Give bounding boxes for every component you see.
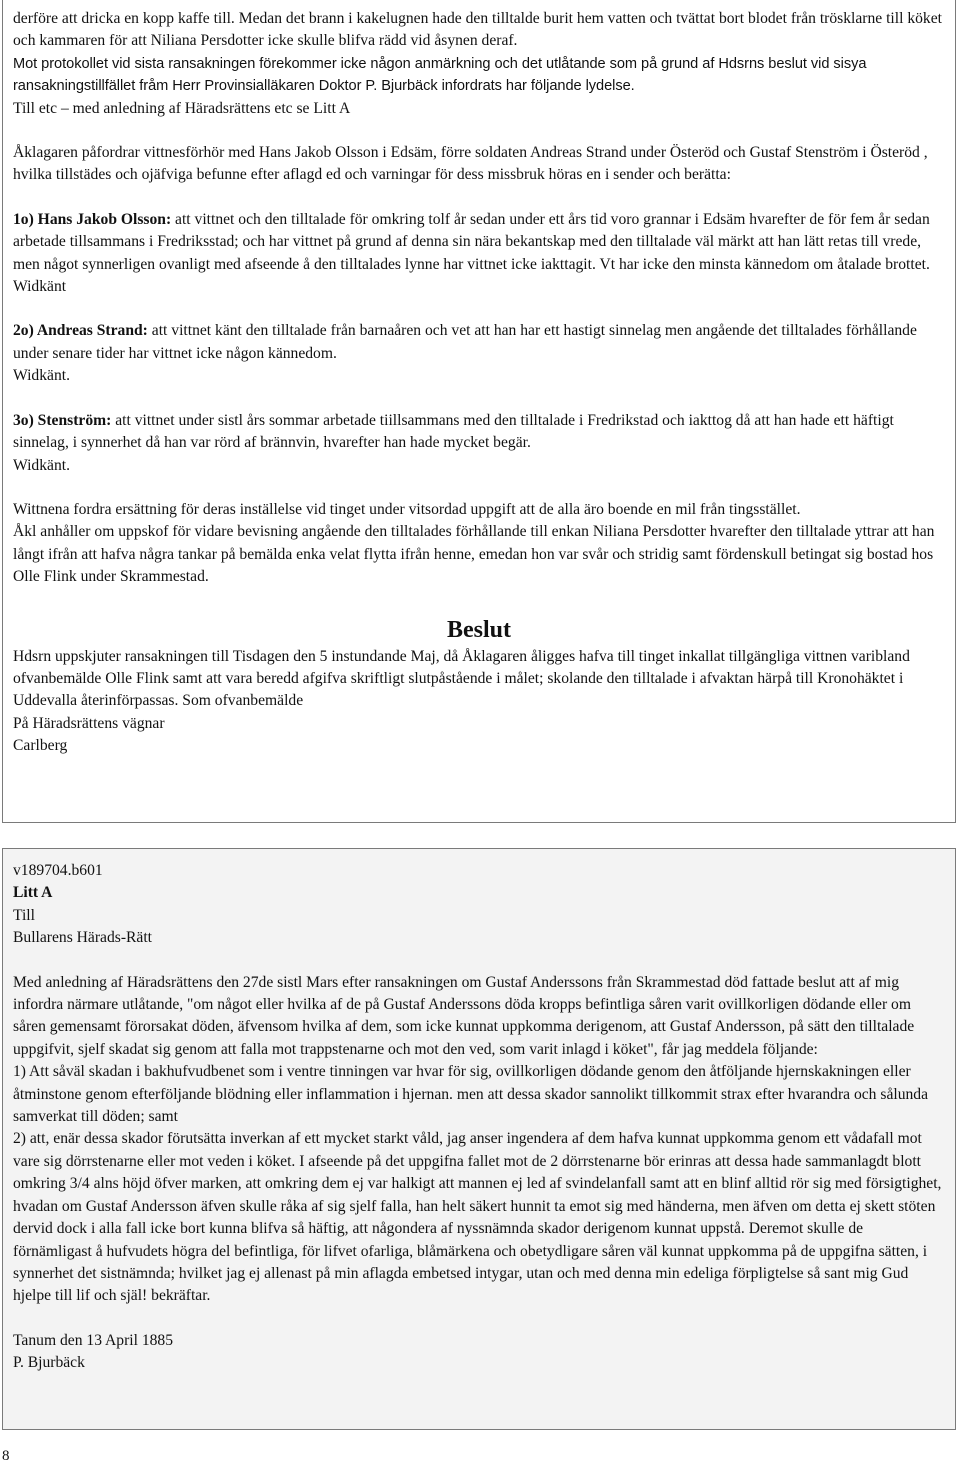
spacer xyxy=(13,950,945,972)
witness-1-text: att vittnet och den tilltalade för omkring tolf år sedan under ett års tid voro grannar i Edsäm hvarefter de för fem år sedan arbetade tillsammans i Fredriksstad; och har vittnet på grund af denna sin nära bekantskap med den tilltalade väl märkt att han lätt retas till vrede, men något synnerligen ovanligt med afseende å den tilltalades lynne har vittnet icke iakttagit. Vt har icke den minsta kännedom om åtalade brottet. xyxy=(13,210,930,273)
spacer xyxy=(13,589,945,611)
till-line: Till etc – med anledning af Häradsrättens etc se Litt A xyxy=(13,99,351,117)
spacer xyxy=(13,1308,945,1330)
witness-2-label: 2o) Andreas Strand: xyxy=(13,322,148,340)
letter-box xyxy=(2,848,956,1430)
beslut-paragraph: Hdsrn uppskjuter ransakningen till Tisdagen den 5 instundande Maj, då Åklagaren åligges hafva till tinget inkallat tillgängliga vittnen varibland ofvanbemälde Olle Flink samt att vara beredd afgifva skriftligt slutpåstående i målet; skolande den tilltalade i afvaktan härpå till Kronohäktet i Uddevalla återinförpassas. Som ofvanbemälde xyxy=(13,647,910,710)
wittnena-paragraph: Wittnena fordra ersättning för deras inställelse vid tinget under vitsordad uppgift att de alla äro boende en mil från tingsstället. xyxy=(13,500,801,518)
akl-paragraph: Åkl anhåller om uppskof för vidare bevisning angående den tilltalades förhållande till enkan Niliana Persdotter hvarefter den tilltalade yttrar att han långt ifrån att hafva några tankar på bemälda enka velat flytta ifrån henne, emedan hon var svår och stridig samt fördenskull betingat sig bostad hos Olle Flink under Skrammestad. xyxy=(13,523,935,586)
beslut-heading: Beslut xyxy=(446,616,511,643)
letter-reference: v189704.b601 xyxy=(13,862,103,879)
letter-point-2: 2) att, enär dessa skador förutsätta inverkan af ett mycket starkt våld, jag anser ingendera af dem hafva kunnat uppkomma genom ett vådafall mot vare sig dörrstenarne eller mot veden i köket. I afseende på det uppgifna fallet mot de 2 dörrstenarne bör erinras att dessa hade sammanlagdt blott omkring 3/4 alns höjd öfver marken, att omkring dem ej var halkigt att mannen ej led af svindelanfall samt att en blinf alltid rör sig med försigtighet, hvadan om Gustaf Andersson äfven skulle råka af sig sjelf falla, han helt säkert hunnit ta emot sig med händerna, men äfven om detta ej skett stöten dervid dock i alla fall icke bort kunna blifva så häftig, att någondera af nyssnämnda skador derigenom kunnat uppstå. Deremot skulle de förnämligast å hufvudets högra del befintliga, för lifvet ofarliga, blåmärkena och obetydligare såren väl kunnat uppkomma på de uppgifna sätten, i synnerhet det sistnämnda; hvilket jag ej allenast på min aflagda embetsed intygar, utan och med denna min edeliga förpligtelse så sant mig Gud hjelpe till lif och själ! bekräftar. xyxy=(13,1130,942,1305)
spacer xyxy=(13,187,945,209)
letter-signature: P. Bjurbäck xyxy=(13,1354,85,1372)
signature-line-1: På Häradsrättens vägnar xyxy=(13,714,165,732)
witness-2-text: att vittnet känt den tilltalade från barnaåren och vet att han har ett hastigt sinnelag men angående det tilltalades förhållande under senare tider har vittnet icke någon kännedom. xyxy=(13,322,917,362)
letter-litt-label: Litt A xyxy=(13,884,53,902)
spacer xyxy=(13,298,945,320)
witness-3-paragraph xyxy=(13,410,945,455)
court-record-box xyxy=(2,0,956,823)
spacer xyxy=(13,388,945,410)
witness-3-text: att vittnet under sistl års sommar arbetade tiillsammans med den tilltalade i Fredrikstad och iakttog då att han hade ett häftigt sinnelag, i synnerhet då han var rörd af brännvin, hvarefter han hade mycket begär. xyxy=(13,411,894,452)
letter-till: Till xyxy=(13,906,35,924)
letter-place-date: Tanum den 13 April 1885 xyxy=(13,1331,174,1349)
witness-2-paragraph xyxy=(13,320,945,365)
letter-litt xyxy=(13,882,945,904)
witness-1-label: 1o) Hans Jakob Olsson: xyxy=(13,210,172,228)
letter-recipient: Bullarens Härads-Rätt xyxy=(13,929,153,947)
witness-3-end: Widkänt. xyxy=(13,456,70,474)
spacer xyxy=(13,120,945,142)
page-number: 8 xyxy=(2,1448,10,1464)
aklagaren-paragraph: Åklagaren påfordrar vittnesförhör med Hans Jakob Olsson i Edsäm, förre soldaten Andreas Strand under Österöd och Gustaf Stenström i Österöd , hvilka tillstädes och ojäfviga befunne efter aflagd ed och varningar för dess missbruk höras en i sender och berätta: xyxy=(13,144,928,184)
signature-line-2: Carlberg xyxy=(13,737,68,755)
witness-2-end: Widkänt. xyxy=(13,367,70,385)
witness-3-label: 3o) Stenström: xyxy=(13,411,112,429)
witness-1-paragraph xyxy=(13,209,945,276)
intro-paragraph: derföre att dricka en kopp kaffe till. Medan det brann i kakelugnen hade den tilltalde burit hem vatten och tvättat bort blodet från trösklarne till köket och kammaren för att Niliana Persdotter icke skulle blifva rädd vid åsynen deraf. xyxy=(13,10,942,50)
letter-body: Med anledning af Häradsrättens den 27de sistl Mars efter ransakningen om Gustaf Anderssons från Skrammestad död fattade beslut att af mig infordra närmare utlåtande, "om något eller hvilka af de på Gustaf Anderssons döda kropps befintliga såren varit ovillkorligen dödande eller om såren gemensamt förorsakat döden, äfvensom hvilka af dem, som icke kunnat uppkomma derigenom, att Gustaf Andersson, på sätt den tilltalade uppgifvit, sjelf skadat sig genom att falla mot trappstenarne och mot den ved, som varit inlagd i köket", får jag meddela följande: xyxy=(13,973,915,1058)
protocol-paragraph: Mot protokollet vid sista ransakningen förekommer icke någon anmärkning och det utlåtande som på grund af Hdsrns beslut vid sisya ransakningstillfället fråm Herr Provinsialläkaren Doktor P. Bjurbäck infordrats har följande lydelse. xyxy=(13,55,867,95)
letter-point-1: 1) Att såväl skadan i bakhufvudbenet som i ventre tinningen var hvar för sig, ovillkorligen dödande genom den åtföljande hjernskakningen eller åtminstone genom efterföljande blödning eller inflammation i hjernan. men att dessa skador sannolikt tillkommit strax efter hvarandra och sålunda samverkat till döden; samt xyxy=(13,1063,929,1126)
spacer xyxy=(13,477,945,499)
witness-1-end: Widkänt xyxy=(13,278,67,296)
